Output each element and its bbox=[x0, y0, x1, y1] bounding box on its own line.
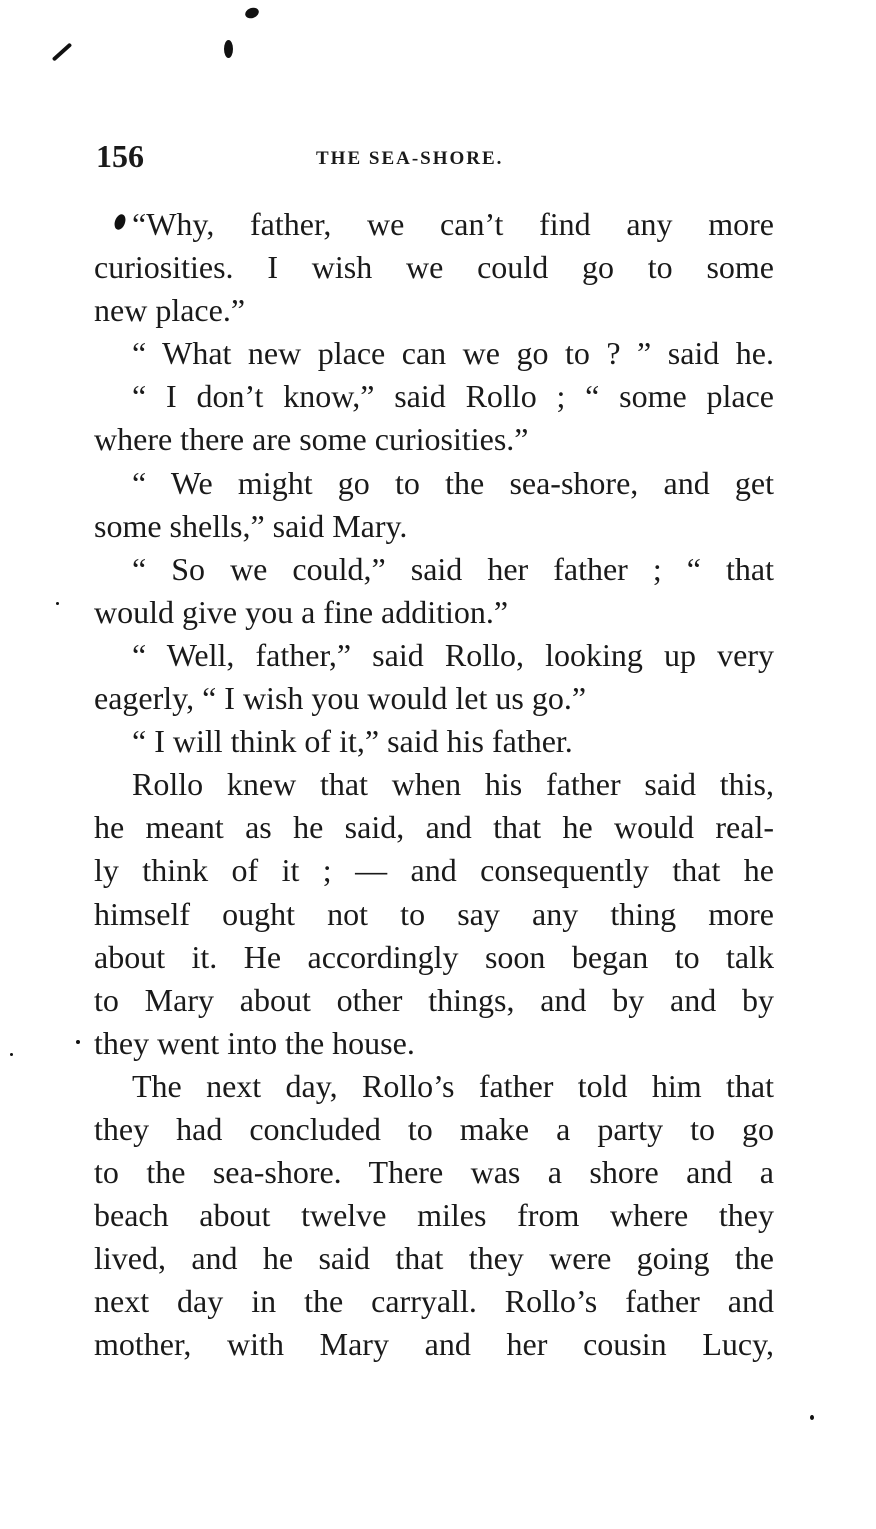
text-line: “ What new place can we go to ? ” said he. bbox=[132, 335, 774, 372]
text-line: eagerly, “ I wish you would let us go.” bbox=[94, 680, 587, 717]
text-line: would give you a fine addition.” bbox=[94, 593, 509, 630]
text-line: “ I don’t know,” said Rollo ; “ some place bbox=[132, 378, 774, 415]
ink-speck bbox=[52, 42, 73, 61]
text-line: himself ought not to say any thing more bbox=[94, 895, 774, 932]
ink-speck bbox=[56, 602, 59, 605]
text-line: new place.” bbox=[94, 292, 246, 329]
text-line: to Mary about other things, and by and by bbox=[94, 981, 774, 1018]
text-line: curiosities. I wish we could go to some bbox=[94, 249, 774, 286]
text-line: “Why, father, we can’t find any more bbox=[132, 206, 774, 242]
text-line: they went into the house. bbox=[94, 1024, 415, 1061]
text-line: mother, with Mary and her cousin Lucy, bbox=[94, 1326, 774, 1363]
ink-speck bbox=[810, 1415, 814, 1420]
text-line: ly think of it ; — and consequently that he bbox=[94, 852, 774, 889]
text-line: “ So we could,” said her father ; “ that bbox=[132, 550, 774, 587]
page-number: 156 bbox=[96, 138, 144, 174]
text-line: some shells,” said Mary. bbox=[94, 507, 408, 544]
text-line: The next day, Rollo’s father told him that bbox=[132, 1067, 774, 1104]
text-line: beach about twelve miles from where they bbox=[94, 1197, 774, 1234]
running-title: THE SEA-SHORE. bbox=[316, 148, 504, 169]
text-line: he meant as he said, and that he would real- bbox=[94, 809, 774, 846]
body-text bbox=[94, 203, 774, 1367]
text-line: to the sea-shore. There was a shore and a bbox=[94, 1154, 774, 1191]
ink-speck bbox=[76, 1040, 80, 1044]
ink-speck bbox=[244, 6, 261, 20]
text-line: next day in the carryall. Rollo’s father and bbox=[94, 1283, 774, 1320]
text-line: “ Well, father,” said Rollo, looking up very bbox=[132, 636, 774, 673]
text-line: lived, and he said that they were going the bbox=[94, 1240, 774, 1277]
ink-speck bbox=[10, 1053, 13, 1056]
text-line: “ We might go to the sea-shore, and get bbox=[132, 464, 774, 501]
text-line: where there are some curiosities.” bbox=[94, 421, 529, 458]
page-header bbox=[96, 138, 776, 178]
text-line: about it. He accordingly soon began to talk bbox=[94, 938, 774, 975]
text-line: “ I will think of it,” said his father. bbox=[132, 723, 573, 760]
text-line: Rollo knew that when his father said this, bbox=[132, 766, 774, 803]
ink-speck bbox=[224, 40, 233, 58]
text-line: they had concluded to make a party to go bbox=[94, 1110, 774, 1147]
